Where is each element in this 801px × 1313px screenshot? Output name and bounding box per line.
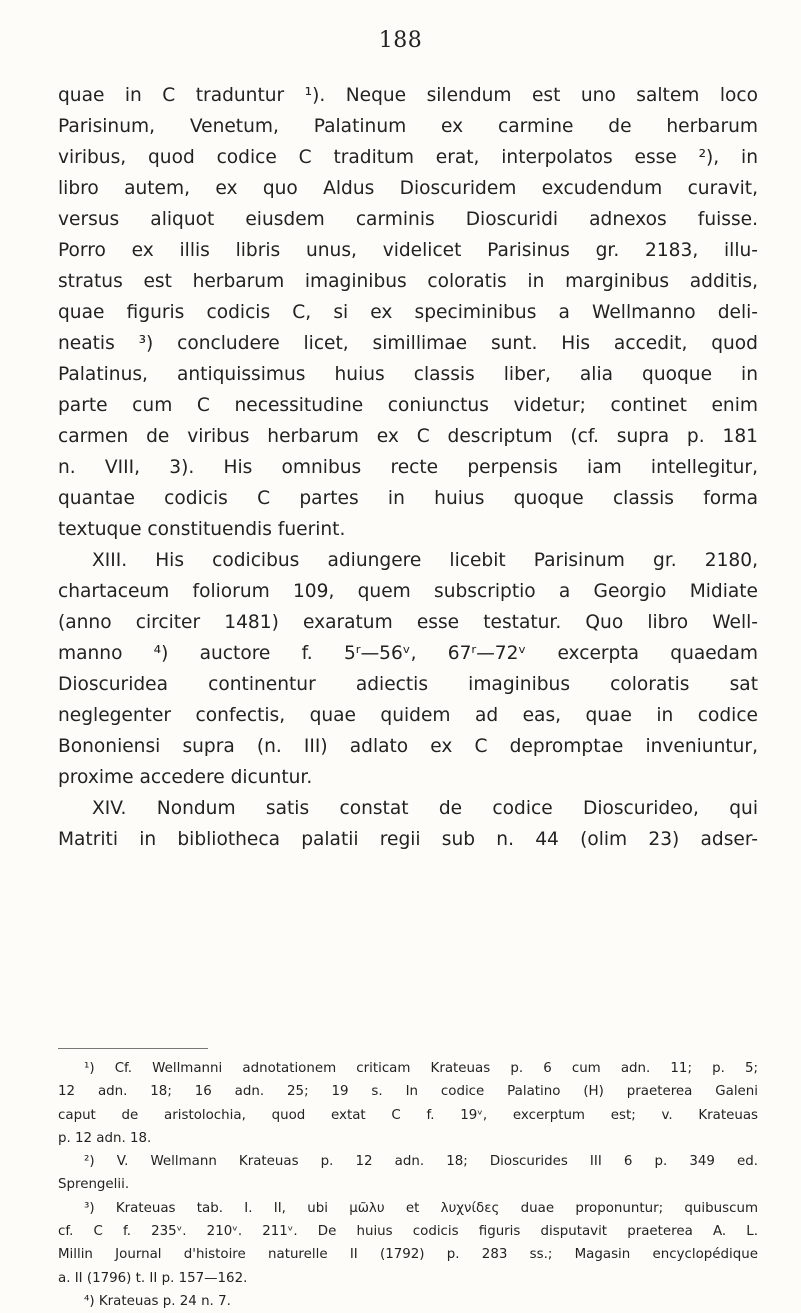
text-line: Dioscuridea continentur adiectis imaginibus coloratis sat	[58, 674, 758, 695]
text-line: versus aliquot eiusdem carminis Dioscuridi adnexos fuisse.	[58, 209, 758, 230]
footnote-line: ¹) Cf. Wellmanni adnotationem criticam Krateuas p. 6 cum adn. 11; p. 5;	[84, 1061, 758, 1076]
text-line: carmen de viribus herbarum ex C descriptum (cf. supra p. 181	[58, 426, 758, 447]
text-line: manno ⁴) auctore f. 5ʳ—56ᵛ, 67ʳ—72ᵛ excerpta quaedam	[58, 643, 758, 664]
footnote-line: cf. C f. 235ᵛ. 210ᵛ. 211ᵛ. De huius codicis figuris disputavit praeterea A. L.	[58, 1224, 758, 1240]
text-line: chartaceum foliorum 109, quem subscriptio a Georgio Midiate	[58, 581, 758, 602]
text-line: neglegenter confectis, quae quidem ad eas, quae in codice	[58, 705, 758, 726]
footnote-line: caput de aristolochia, quod extat C f. 19ᵛ, excerptum est; v. Krateuas	[58, 1107, 758, 1123]
footnote-divider	[58, 1048, 208, 1049]
footnote-line: ⁴) Krateuas p. 24 n. 7.	[84, 1293, 231, 1309]
footnote-line: Sprengelii.	[58, 1177, 130, 1193]
footnote-line: ²) V. Wellmann Krateuas p. 12 adn. 18; Dioscurides III 6 p. 349 ed.	[84, 1154, 758, 1170]
text-line: viribus, quod codice C traditum erat, interpolatos esse ²), in	[58, 147, 758, 168]
text-line: quae in C traduntur ¹). Neque silendum est uno saltem loco	[58, 85, 758, 106]
text-line: parte cum C necessitudine coniunctus videtur; continet enim	[58, 395, 758, 416]
text-line: n. VIII, 3). His omnibus recte perpensis iam intellegitur,	[58, 457, 758, 478]
main-text	[58, 80, 758, 855]
text-line: XIII. His codicibus adiungere licebit Parisinum gr. 2180,	[92, 550, 758, 571]
footnote-line: Millin Journal d'histoire naturelle II (1792) p. 283 ss.; Magasin encyclopédique	[58, 1247, 758, 1263]
page-number: 188	[378, 28, 423, 53]
text-line: XIV. Nondum satis constat de codice Dioscurideo, qui	[92, 798, 758, 819]
text-line: quantae codicis C partes in huius quoque classis forma	[58, 488, 758, 509]
text-line: Palatinus, antiquissimus huius classis liber, alia quoque in	[58, 364, 758, 385]
text-line: Parisinum, Venetum, Palatinum ex carmine de herbarum	[58, 116, 758, 137]
text-line: quae figuris codicis C, si ex speciminibus a Wellmanno deli-	[58, 302, 758, 323]
footnote-line: 12 adn. 18; 16 adn. 25; 19 s. In codice Palatino (H) praeterea Galeni	[58, 1084, 758, 1100]
footnote-line: p. 12 adn. 18.	[58, 1130, 152, 1146]
text-line: Bononiensi supra (n. III) adlato ex C depromptae inveniuntur,	[58, 736, 758, 757]
footnote-line: a. II (1796) t. II p. 157—162.	[58, 1270, 248, 1286]
text-line: stratus est herbarum imaginibus coloratis in marginibus additis,	[58, 271, 758, 292]
text-line: proxime accedere dicuntur.	[58, 767, 313, 788]
text-line: (anno circiter 1481) exaratum esse testatur. Quo libro Well-	[58, 612, 758, 633]
footnote-line: ³) Krateuas tab. I. II, ubi μῶλυ et λυχνίδες duae proponuntur; quibuscum	[84, 1200, 758, 1216]
text-line: Matriti in bibliotheca palatii regii sub n. 44 (olim 23) adser-	[58, 829, 758, 850]
text-line: neatis ³) concludere licet, simillimae sunt. His accedit, quod	[58, 333, 758, 354]
text-line: textuque constituendis fuerint.	[58, 519, 346, 540]
text-line: libro autem, ex quo Aldus Dioscuridem excudendum curavit,	[58, 178, 758, 199]
footnotes	[58, 1057, 758, 1313]
text-line: Porro ex illis libris unus, videlicet Parisinus gr. 2183, illu-	[58, 240, 758, 261]
